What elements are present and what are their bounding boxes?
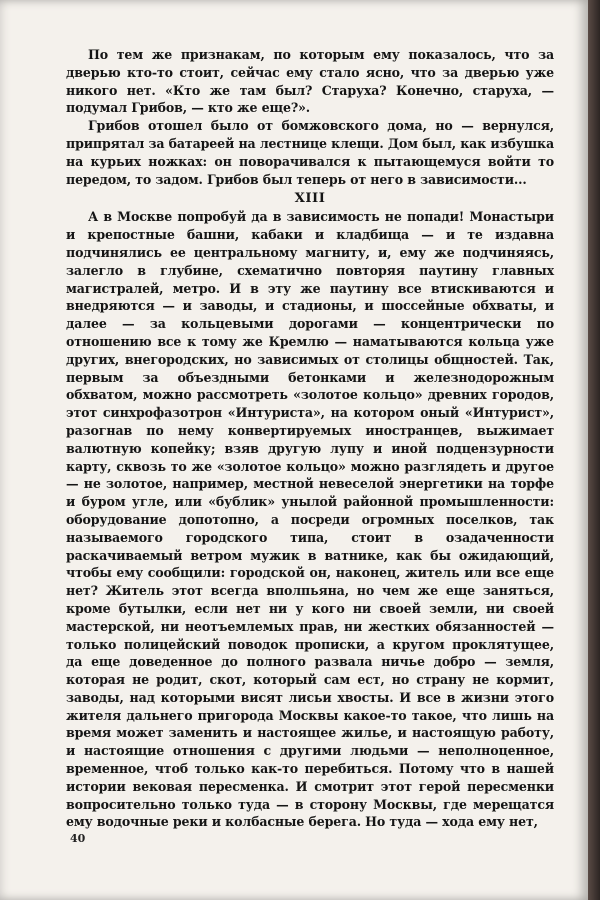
- paragraph-3: А в Москве попробуй да в зависимость не попади! Монастыри и крепостные башни, кабаки и кладбища — и те издавна подчинялись ее центральному магниту, и, ему же подчиняясь, залегло в глубине, схематично повторяя паутину главных магистралей, метро. И в эту же паутину все втискиваются и внедряются — и заводы, и стадионы, и шоссейные обхваты, и далее — за кольцевыми дорогами — концентрически по отношению все к тому же Кремлю — наматываются кольца уже других, внегородских, но зависимых от столицы общностей. Так, первым за объездными бетонками и железнодорожным обхватом, можно рассмотреть «золотое кольцо» древних городов, этот синхрофазотрон «Интуриста», на котором оный «Интурист», разогнав по нему конвертируемых иностранцев, выжимает валютную копейку; взяв другую лупу и иной подцензурности карту, сквозь то же «золотое кольцо» можно разглядеть и другое — не золотое, например, местной невеселой энергетики на торфе и буром угле, или «бублик» унылой районной промышленности: оборудование допотопно, а посреди огромных поселков, так называемого городского типа, стоит в озадаченности раскачиваемый ветром мужик в ватнике, как бы ожидающий, чтобы ему сообщили: городской он, наконец, житель или все еще нет? Житель этот всегда вполпьяна, но чем же еще заняться, кроме бутылки, если нет ни у кого ни своей земли, ни своей мастерской, ни неотъемлемых прав, ни жестких обязанностей — только полицейский поводок прописки, а кругом проклятущее, да еще доведенное до полного развала ничье добро — земля, которая не родит, скот, который сам ест, но страну не кормит, заводы, над которыми висят лисьи хвосты. И все в жизни этого жителя дальнего пригорода Москвы какое-то такое, что лишь на время может заменить и настоящее жилье, и настоящую работу, и настоящие отношения с другими людьми — неполноценное, временное, чтоб только как-то перебиться. Потому что в нашей истории вековая пересменка. И смотрит этот герой пересменки вопросительно только туда — в сторону Москвы, где мерещатся ему водочные реки и колбасные берега. Но туда — хода ему нет,: [66, 209, 554, 830]
- text-block: [66, 46, 554, 831]
- page-edge-shadow: [588, 0, 600, 900]
- paragraph-1: По тем же признакам, по которым ему показалось, что за дверью кто-то стоит, сейчас ему стало ясно, что за дверью уже никого нет. «Кто же там был? Старуха? Конечно, старуха, — подумал Грибов, — кто же еще?».: [66, 47, 554, 116]
- page-number: 40: [70, 832, 86, 845]
- paragraph-2: Грибов отошел было от бомжовского дома, но — вернулся, припрятал за батареей на лестнице клещи. Дом был, как избушка на курьих ножках: он поворачивался к пытающемуся войти то передом, то задом. Грибов был теперь от него в зависимости...: [66, 118, 554, 187]
- chapter-heading: XIII: [294, 191, 326, 207]
